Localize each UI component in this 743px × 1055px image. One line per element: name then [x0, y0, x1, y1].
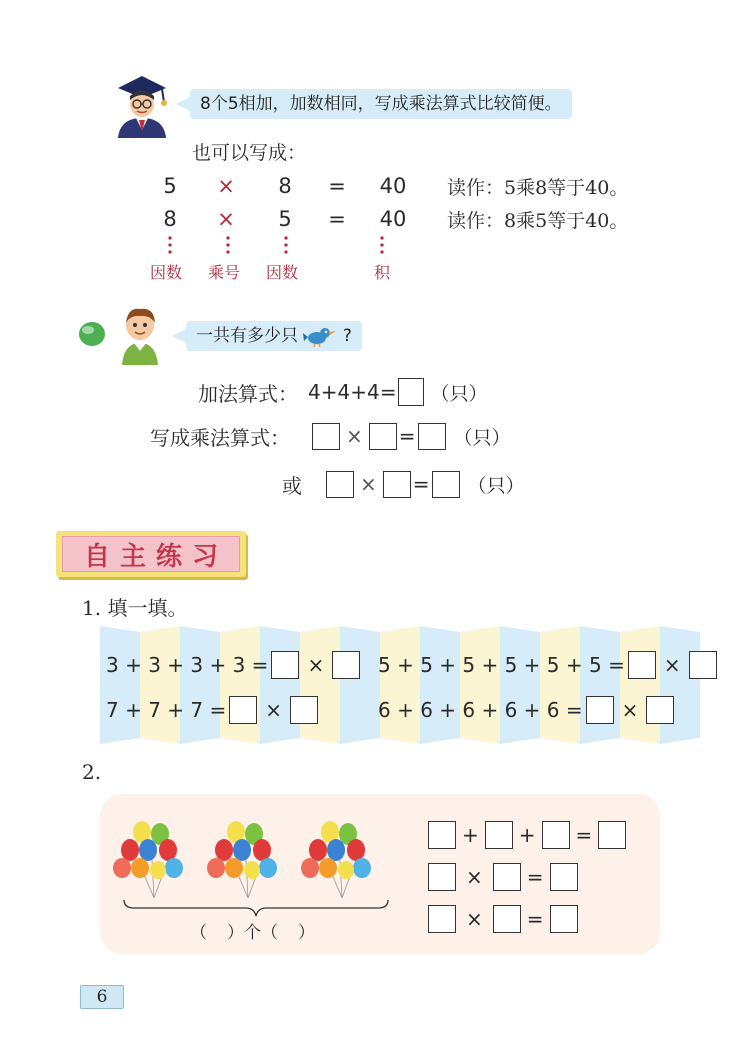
- times-sign: ×: [265, 698, 282, 722]
- addition-expr: 4+4+4=: [308, 380, 397, 404]
- addition-row: [198, 376, 487, 408]
- equals-sign: =: [526, 907, 544, 931]
- times-sign: ×: [217, 207, 235, 231]
- also-write-label: 也可以写成：: [192, 142, 307, 164]
- answer-box[interactable]: [485, 821, 513, 849]
- answer-box[interactable]: [271, 651, 299, 679]
- product: 40: [379, 174, 407, 198]
- answer-box[interactable]: [418, 423, 446, 450]
- answer-box[interactable]: [550, 905, 578, 933]
- answer-box[interactable]: [646, 696, 674, 724]
- equation-row-2: [150, 205, 628, 233]
- exercise-2-title: 2.: [82, 760, 102, 784]
- fill-row-left-2: [106, 695, 318, 725]
- label-product: 积: [374, 263, 391, 282]
- balloon-bunches: [112, 820, 394, 900]
- read-text: 读作：8乘5等于40。: [447, 209, 629, 232]
- multiplication-row-1: [150, 421, 511, 451]
- answer-box[interactable]: [550, 863, 578, 891]
- factor-a: 5: [163, 174, 177, 198]
- answer-box[interactable]: [493, 863, 521, 891]
- teacher-avatar: [112, 72, 172, 138]
- answer-box[interactable]: [332, 651, 360, 679]
- answer-box[interactable]: [428, 905, 456, 933]
- factor-b: 8: [278, 174, 292, 198]
- times-sign: ×: [466, 907, 483, 931]
- speech-bubble-1: [190, 89, 572, 119]
- mult-label: 写成乘法算式：: [150, 425, 290, 450]
- label-factor-2: 因数: [266, 263, 299, 282]
- times-sign: ×: [307, 653, 325, 677]
- addition-label: 加法算式：: [198, 381, 298, 406]
- unit-label: （只）: [430, 382, 488, 405]
- answer-box[interactable]: [312, 423, 340, 450]
- expression: 7 + 7 + 7 =: [106, 698, 227, 722]
- equals-sign: =: [412, 472, 430, 496]
- expression: 3 + 3 + 3 + 3 =: [106, 653, 269, 677]
- caption-open: （: [190, 922, 207, 943]
- balloon-addition-row: [428, 820, 626, 850]
- answer-box[interactable]: [428, 863, 456, 891]
- caption-close: ）: [298, 922, 315, 943]
- answer-box[interactable]: [383, 471, 411, 498]
- group-caption: [190, 918, 315, 942]
- equals-sign: =: [328, 174, 346, 198]
- answer-box[interactable]: [628, 651, 656, 679]
- times-sign: ×: [360, 472, 377, 496]
- speech-bubble-2: [186, 321, 362, 351]
- exercise-1-background: [100, 626, 700, 744]
- times-sign: ×: [217, 174, 235, 198]
- speech-text-2: 一共有多少只: [196, 326, 298, 346]
- equals-sign: =: [526, 865, 544, 889]
- multiplication-row-2: [282, 469, 525, 499]
- section-header: [56, 531, 246, 577]
- green-dot-icon: [78, 321, 106, 347]
- answer-box[interactable]: [428, 821, 456, 849]
- dotted-pointers: [150, 234, 410, 260]
- expression: 6 + 6 + 6 + 6 + 6 =: [378, 698, 583, 722]
- answer-box[interactable]: [290, 696, 318, 724]
- factor-a: 8: [163, 207, 177, 231]
- caption-mid: ）个（: [227, 922, 278, 943]
- bird-icon: [303, 325, 337, 347]
- fill-row-right-1: [378, 650, 717, 680]
- answer-box[interactable]: [689, 651, 717, 679]
- times-sign: ×: [663, 653, 681, 677]
- equals-sign: =: [575, 823, 593, 847]
- page-number: 6: [96, 987, 108, 1007]
- plus-sign: +: [518, 823, 536, 847]
- product: 40: [379, 207, 407, 231]
- balloon-multiplication-row-1: [428, 862, 578, 892]
- times-sign: ×: [621, 698, 639, 722]
- times-sign: ×: [466, 865, 483, 889]
- page-number-tab: [80, 985, 124, 1009]
- exercise-1-title: 1. 填一填。: [82, 596, 188, 620]
- answer-box[interactable]: [326, 471, 354, 498]
- answer-box[interactable]: [398, 378, 424, 406]
- unit-label: （只）: [467, 474, 525, 497]
- balloon-multiplication-row-2: [428, 904, 578, 934]
- answer-box[interactable]: [542, 821, 570, 849]
- factor-b: 5: [278, 207, 292, 231]
- plus-sign: +: [462, 823, 479, 847]
- speech-question-mark: ?: [342, 326, 352, 346]
- fill-row-left-1: [106, 650, 360, 680]
- unit-label: （只）: [453, 426, 511, 449]
- equals-sign: =: [328, 207, 346, 231]
- speech-text-1: 8个5相加，加数相同，写成乘法算式比较简便。: [200, 94, 562, 114]
- label-times-sign: 乘号: [208, 263, 241, 282]
- section-title: 自主练习: [83, 541, 228, 572]
- answer-box[interactable]: [229, 696, 257, 724]
- answer-box[interactable]: [586, 696, 614, 724]
- group-brace: [122, 898, 390, 918]
- expression: 5 + 5 + 5 + 5 + 5 + 5 =: [378, 653, 625, 677]
- boy-avatar: [118, 305, 162, 365]
- equals-sign: =: [398, 424, 416, 448]
- fill-row-right-2: [378, 695, 674, 725]
- or-label: 或: [282, 473, 302, 498]
- answer-box[interactable]: [432, 471, 460, 498]
- read-text: 读作：5乘8等于40。: [447, 176, 629, 199]
- label-factor-1: 因数: [150, 263, 183, 282]
- answer-box[interactable]: [598, 821, 626, 849]
- times-sign: ×: [346, 424, 363, 448]
- answer-box[interactable]: [369, 423, 397, 450]
- equation-row-1: [150, 172, 628, 200]
- answer-box[interactable]: [493, 905, 521, 933]
